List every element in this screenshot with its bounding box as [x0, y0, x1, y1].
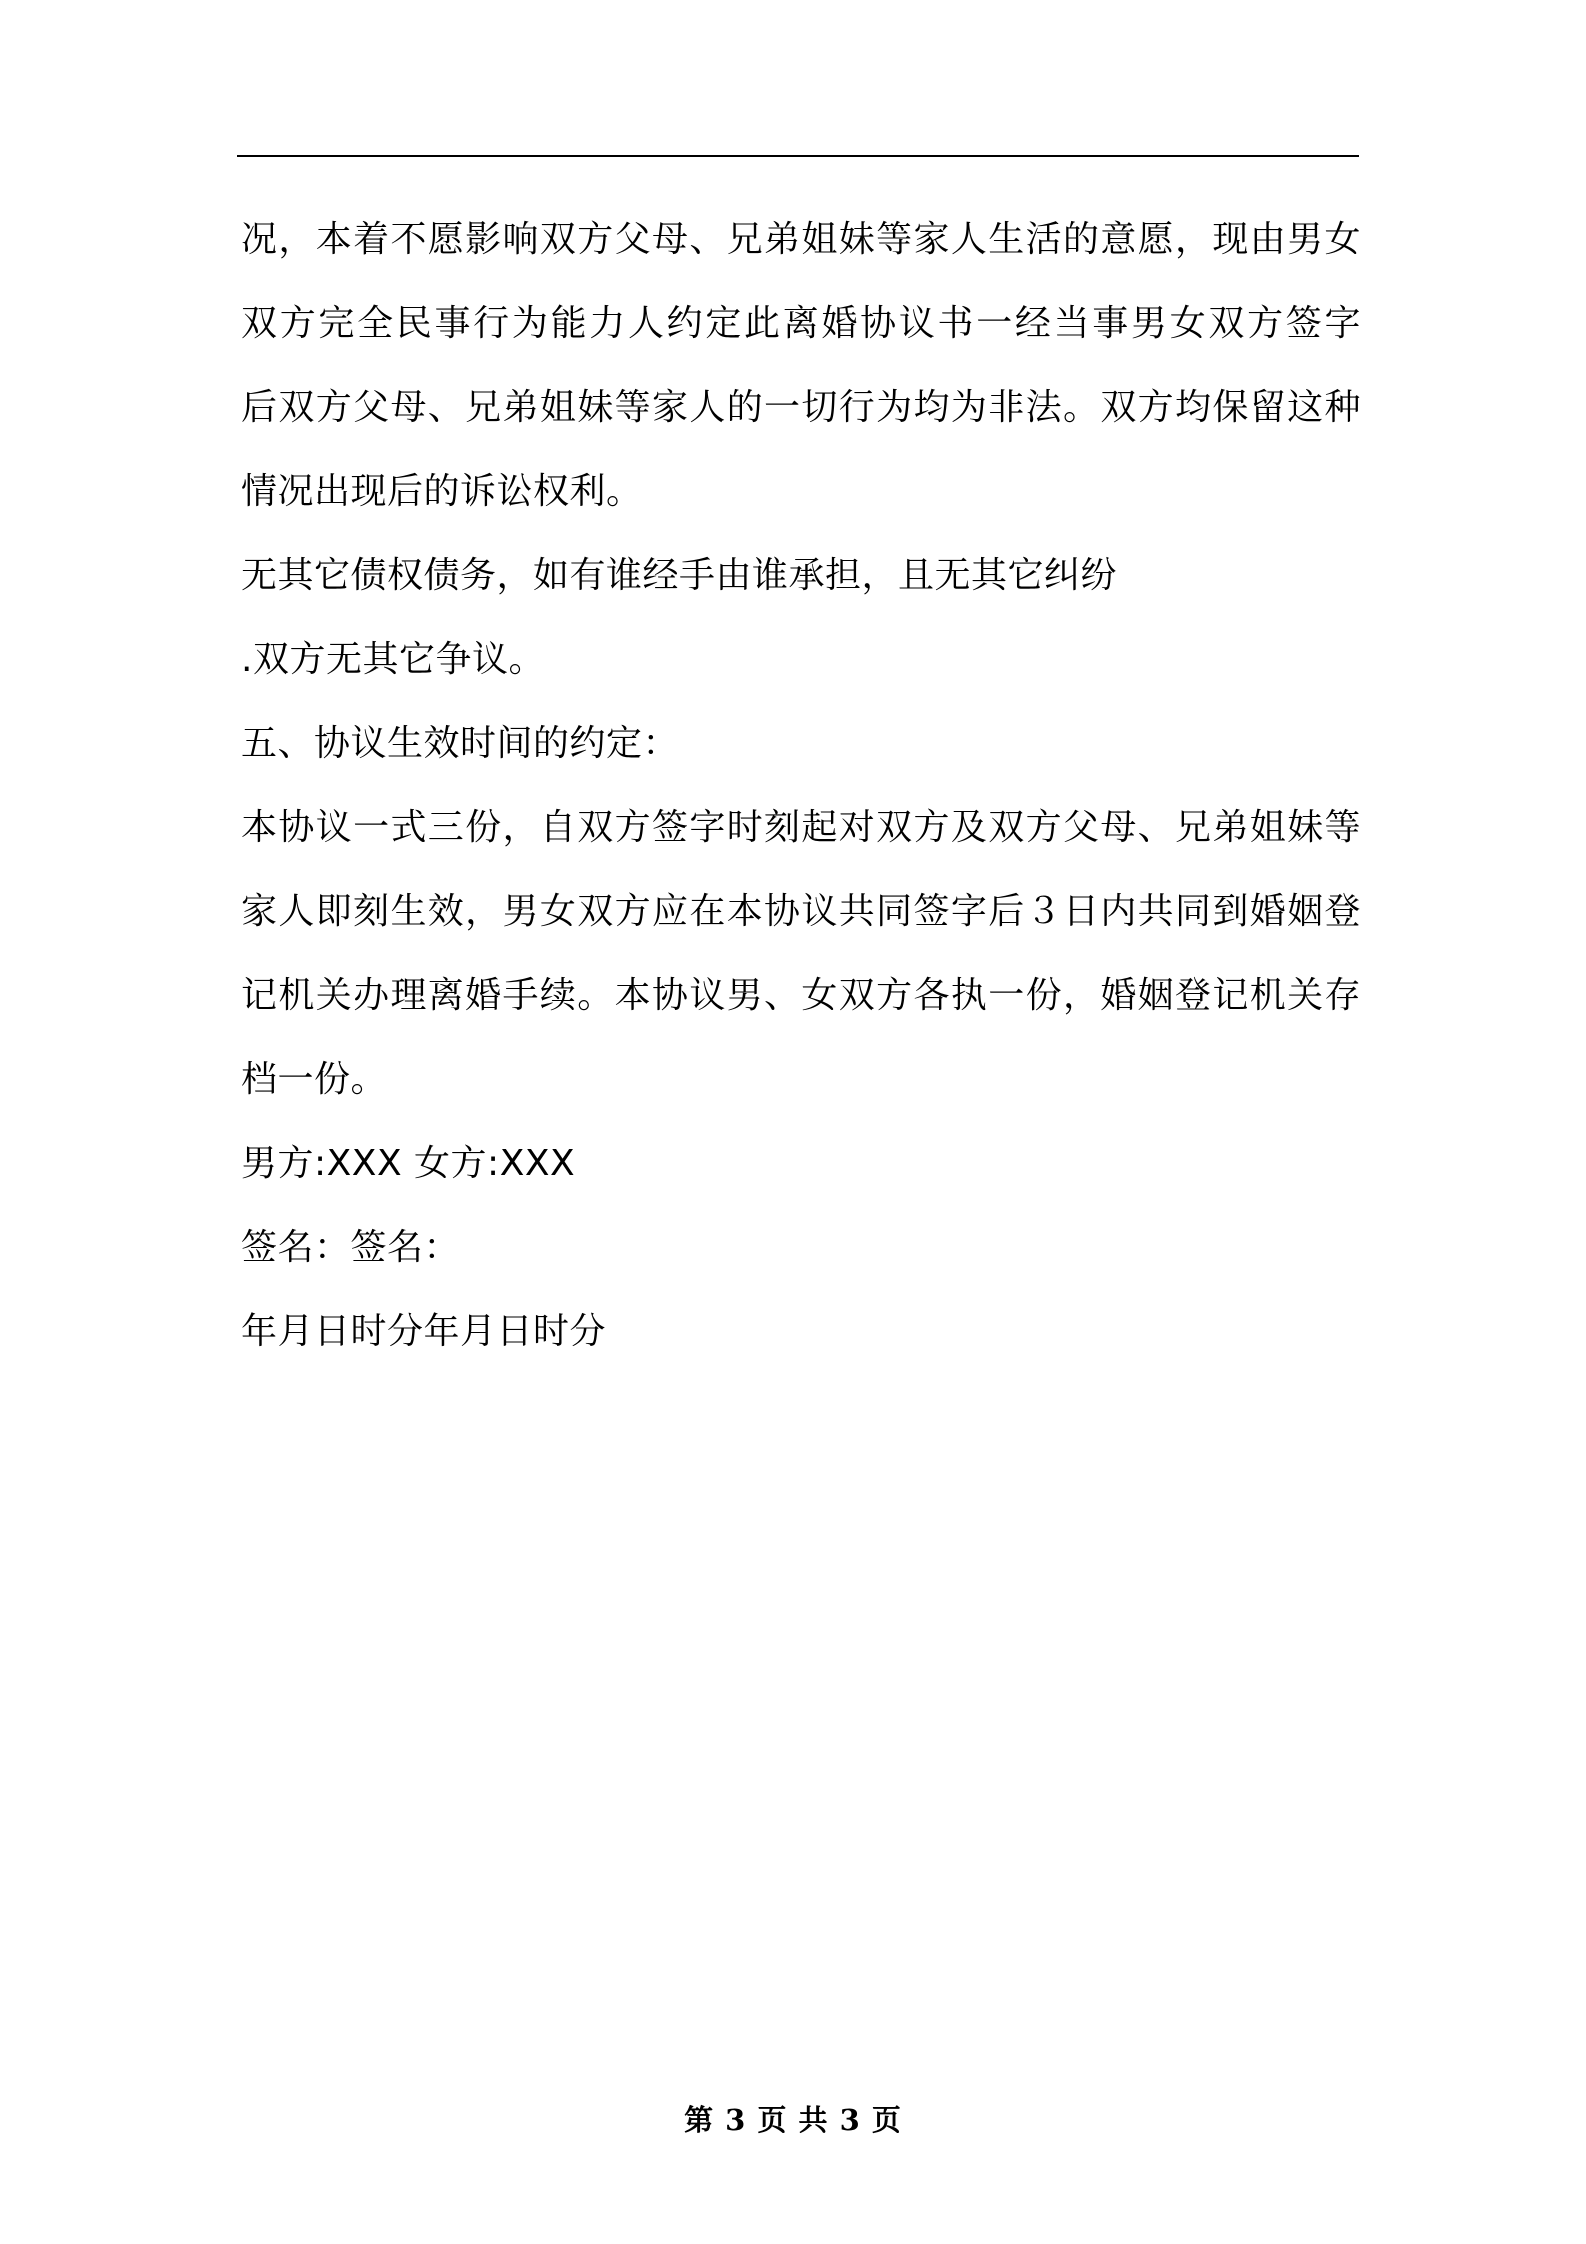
section-heading: 五、协议生效时间的约定：: [241, 723, 680, 764]
text-line: .双方无其它争议。: [241, 639, 545, 680]
text-line: 况，本着不愿影响双方父母、兄弟姐妹等家人生活的意愿，现由男女: [241, 219, 1361, 260]
signature-line: 签名：签名：: [241, 1227, 461, 1268]
text-line: 本协议一式三份，自双方签字时刻起对双方及双方父母、兄弟姐妹等: [241, 807, 1361, 848]
text-line: 情况出现后的诉讼权利。: [241, 471, 643, 512]
party-names: 男方:XXX 女方:XXX: [241, 1143, 576, 1184]
text-line: 家人即刻生效，男女双方应在本协议共同签字后３日内共同到婚姻登: [241, 891, 1361, 932]
header-rule: [237, 155, 1359, 157]
page-number: 第 3 页 共 3 页: [684, 2103, 902, 2137]
text-line: 后双方父母、兄弟姐妹等家人的一切行为均为非法。双方均保留这种: [241, 387, 1361, 428]
text-line: 记机关办理离婚手续。本协议男、女双方各执一份，婚姻登记机关存: [241, 975, 1361, 1016]
date-line: 年月日时分年月日时分: [241, 1311, 607, 1352]
text-line: 无其它债权债务，如有谁经手由谁承担，且无其它纠纷: [241, 555, 1118, 596]
document-body: [241, 198, 1361, 1374]
text-line: 双方完全民事行为能力人约定此离婚协议书一经当事男女双方签字: [241, 303, 1361, 344]
text-line: 档一份。: [241, 1059, 388, 1100]
